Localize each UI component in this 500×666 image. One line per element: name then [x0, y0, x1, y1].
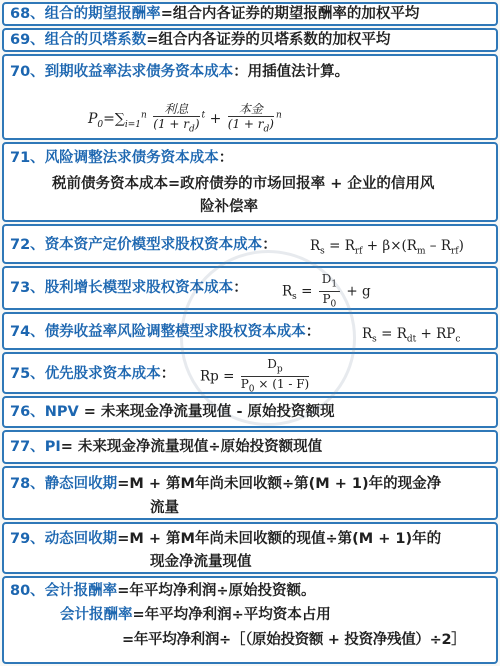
item-number: 74、 — [10, 324, 45, 340]
item-text-line1: =年平均净利润÷原始投资额。 — [117, 583, 316, 599]
item-title: NPV — [44, 404, 79, 420]
item-68 — [2, 2, 498, 26]
item-title: 会计报酬率 — [44, 583, 118, 599]
item-title: 到期收益率法求债务资本成本 — [44, 64, 234, 80]
item-number: 73、 — [10, 280, 45, 296]
item-text-line3: =年平均净利润÷［（原始投资额 + 投资净残值）÷2］ — [122, 632, 466, 648]
item-title: 组合的期望报酬率 — [44, 6, 161, 22]
item-title: 组合的贝塔系数 — [44, 32, 147, 48]
item-number: 80、 — [10, 583, 45, 599]
item-number: 68、 — [10, 6, 45, 22]
item-69 — [2, 28, 498, 52]
item-text: =组合内各证券的期望报酬率的加权平均 — [160, 6, 420, 22]
item-text-line1: =M + 第M年尚未回收额÷第(M + 1)年的现金净 — [117, 476, 442, 492]
item-71: 71、风险调整法求债务资本成本： 税前债务资本成本=政府债券的市场回报率 + 企业的信用风 险补偿率 — [2, 142, 498, 222]
item-number: 70、 — [10, 64, 45, 80]
item-78 — [2, 466, 498, 520]
item-title: 风险调整法求债务资本成本 — [44, 150, 219, 166]
npv-bond-formula: $P_0=\sum_{i=1}^n$ $\frac{\text{利息}}{(1 + r_d)}$ $^t$ + $\frac{\text{本金}}{(1 + r_d)}$ $^n$ — [88, 102, 282, 135]
item-70 — [2, 54, 498, 140]
item-text: = 未来现金净流量现值 - 原始投资额现 — [78, 404, 335, 420]
item-73: 73、股利增长模型求股权资本成本： $R_s$ = $\frac{D_1}{P_0}$ + g — [2, 266, 498, 310]
item-text: = 未来现金净流量现值÷原始投资额现值 — [60, 439, 323, 455]
item-number: 78、 — [10, 476, 45, 492]
item-text-line2: 险补偿率 — [200, 199, 258, 215]
item-text-line2: =年平均净利润÷平均资本占用 — [132, 607, 331, 623]
item-74: 74、债券收益率风险调整模型求股权资本成本： $R_s = R_{dt} + RP_c$ — [2, 312, 498, 350]
item-title: 股利增长模型求股权资本成本 — [44, 280, 234, 296]
item-text-line1: =M + 第M年尚未回收额的现值÷第(M + 1)年的 — [117, 531, 442, 547]
item-title: 动态回收期 — [44, 531, 118, 547]
dividend-growth-formula: $R_s$ = $\frac{D_1}{P_0}$ + g — [282, 272, 371, 310]
item-75: 75、优先股求资本成本： Rp = $\frac{D_p}{P_0 \times (1 - F)}$ — [2, 352, 498, 394]
item-number: 76、 — [10, 404, 45, 420]
item-number: 71、 — [10, 150, 45, 166]
item-76 — [2, 396, 498, 428]
item-text-line1: 税前债务资本成本=政府债券的市场回报率 + 企业的信用风 — [52, 176, 435, 192]
bond-yield-risk-formula: $R_s = R_{dt} + RP_c$ — [362, 326, 461, 345]
item-77 — [2, 430, 498, 464]
item-title: 静态回收期 — [44, 476, 118, 492]
item-title: 债券收益率风险调整模型求股权资本成本 — [44, 324, 306, 340]
item-80 — [2, 576, 498, 664]
item-number: 69、 — [10, 32, 45, 48]
item-title: 优先股求资本成本 — [44, 366, 161, 382]
item-title: 资本资产定价模型求股权资本成本 — [44, 237, 263, 253]
item-72: 72、资本资产定价模型求股权资本成本： $R_s = R_{rf} + \beta\times(R_m - R_{rf})$ — [2, 224, 498, 264]
item-text-line2: 现金净流量现值 — [150, 554, 252, 570]
item-79 — [2, 522, 498, 574]
item-number: 77、 — [10, 439, 45, 455]
item-text: ：用插值法计算。 — [233, 64, 350, 80]
item-text-line2: 流量 — [150, 500, 179, 516]
item-number: 75、 — [10, 366, 45, 382]
capm-formula: $R_s = R_{rf} + \beta\times(R_m - R_{rf})$ — [310, 238, 464, 257]
item-text: =组合内各证券的贝塔系数的加权平均 — [146, 32, 391, 48]
preferred-stock-formula: Rp = $\frac{D_p}{P_0 \times (1 - F)}$ — [200, 357, 310, 394]
item-title: PI — [44, 439, 61, 455]
item-title-secondary: 会计报酬率 — [60, 607, 133, 623]
item-number: 72、 — [10, 237, 45, 253]
item-number: 79、 — [10, 531, 45, 547]
